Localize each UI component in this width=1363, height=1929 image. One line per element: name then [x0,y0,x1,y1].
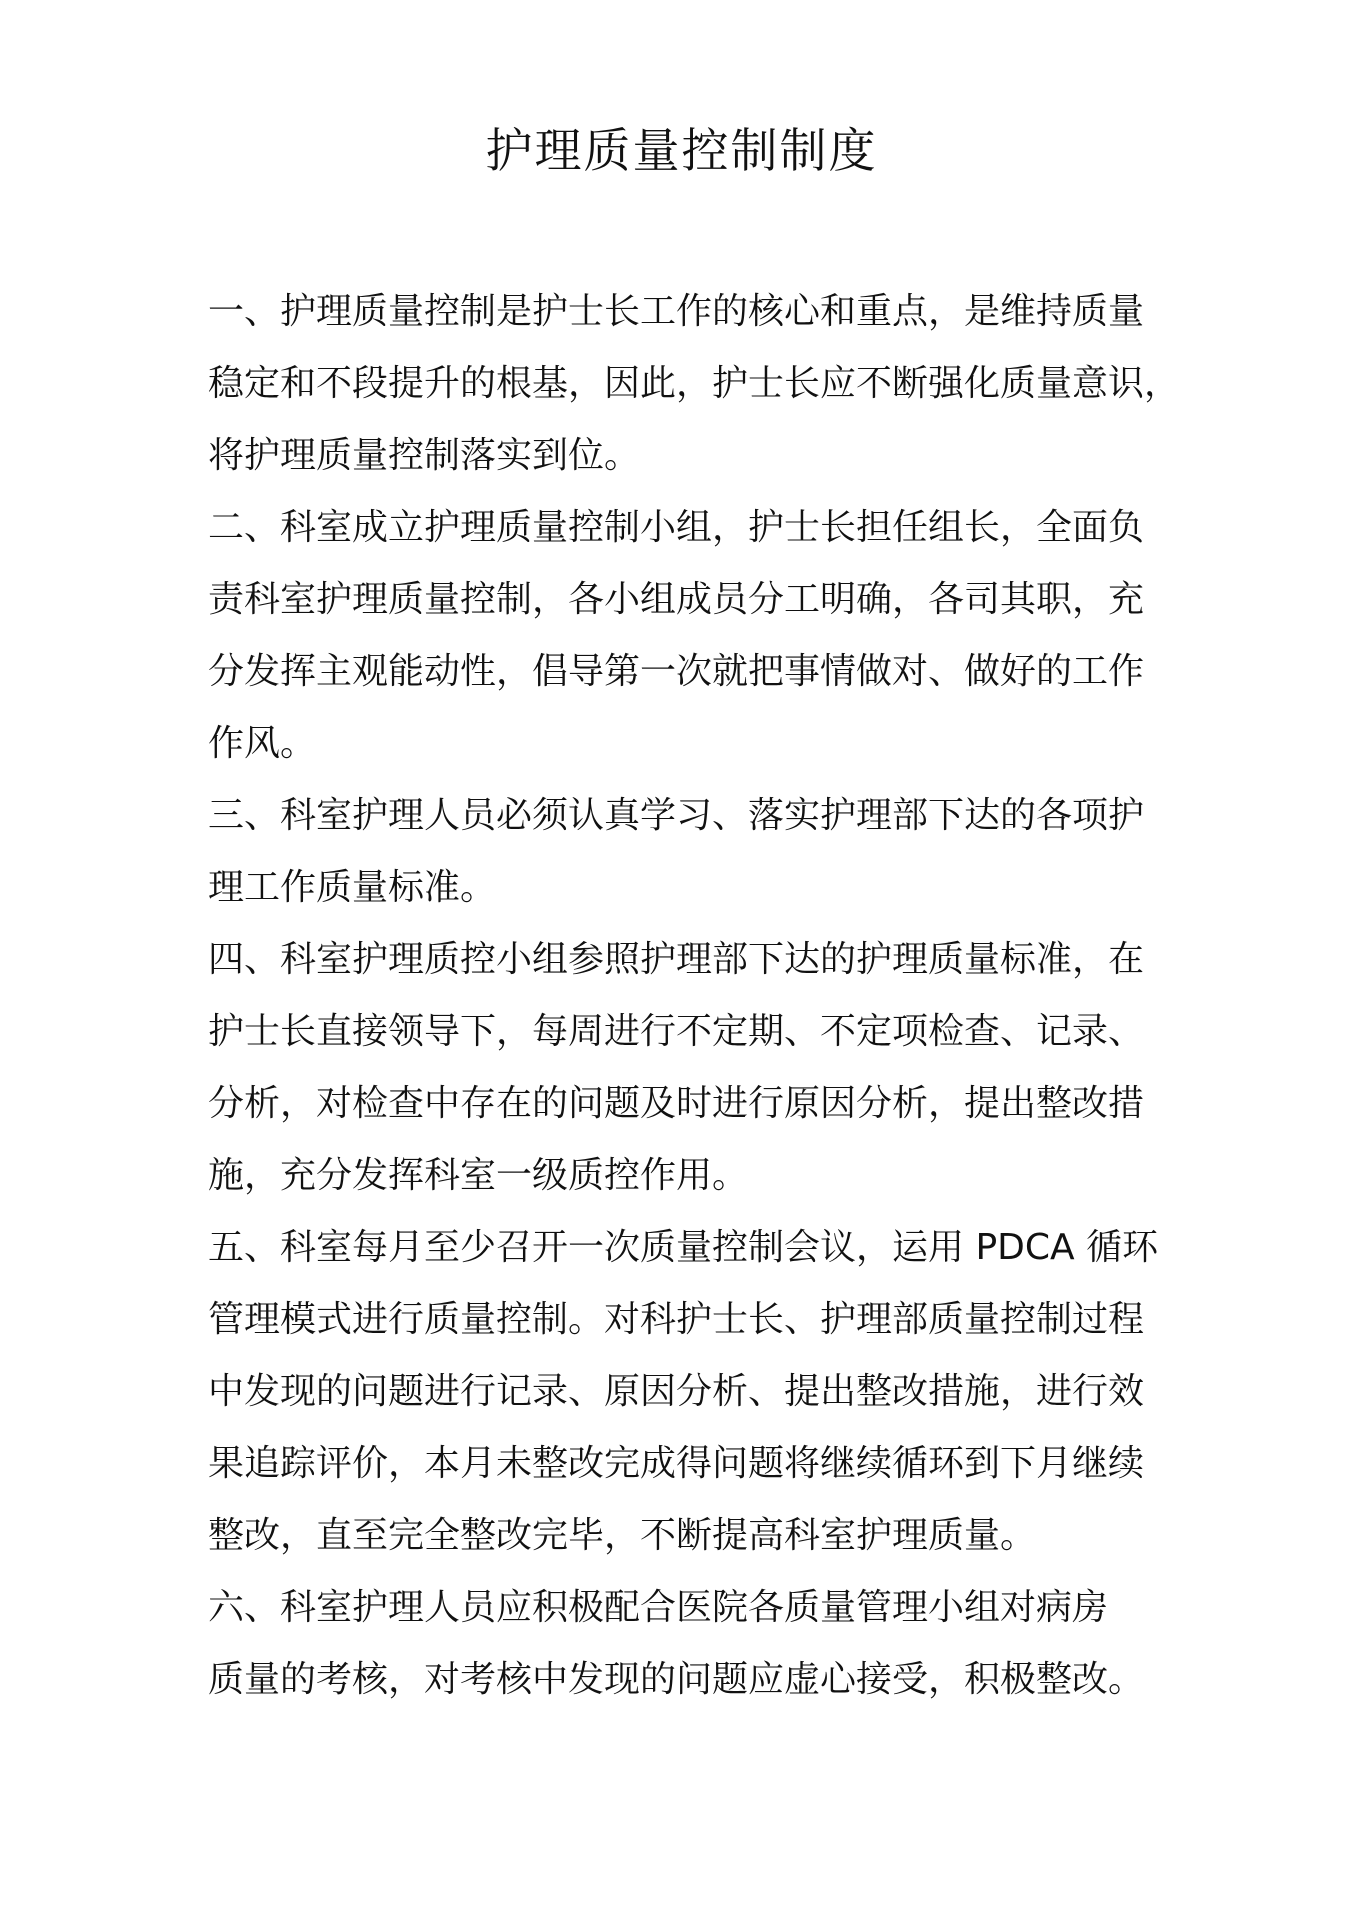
paragraph-line: 分析，对检查中存在的问题及时进行原因分析，提出整改措 [208,1083,1145,1124]
paragraph-line: 管理模式进行质量控制。对科护士长、护理部质量控制过程 [208,1299,1145,1340]
paragraph-1 [208,276,1208,492]
paragraph-4 [208,924,1208,1212]
paragraph-line: 将护理质量控制落实到位。 [208,435,641,476]
paragraph-line: 稳定和不段提升的根基，因此，护士长应不断强化质量意识， [208,363,1181,404]
document-body [208,276,1208,1716]
paragraph-3 [208,780,1208,924]
paragraph-line: 一、护理质量控制是护士长工作的核心和重点，是维持质量 [208,291,1145,332]
paragraph-line: 六、科室护理人员应积极配合医院各质量管理小组对病房 [208,1587,1109,1628]
paragraph-line: 四、科室护理质控小组参照护理部下达的护理质量标准，在 [208,939,1145,980]
paragraph-line: 二、科室成立护理质量控制小组，护士长担任组长，全面负 [208,507,1145,548]
paragraph-line: 中发现的问题进行记录、原因分析、提出整改措施，进行效 [208,1371,1145,1412]
paragraph-line: 整改，直至完全整改完毕，不断提高科室护理质量。 [208,1515,1037,1556]
paragraph-line: 作风。 [208,723,317,764]
paragraph-line: 分发挥主观能动性，倡导第一次就把事情做对、做好的工作 [208,651,1145,692]
paragraph-line: 质量的考核，对考核中发现的问题应虚心接受，积极整改。 [208,1659,1145,1700]
paragraph-line: 责科室护理质量控制，各小组成员分工明确，各司其职，充 [208,579,1145,620]
page-title: 护理质量控制制度 [485,124,878,179]
paragraph-line: 五、科室每月至少召开一次质量控制会议，运用 PDCA 循环 [208,1227,1159,1268]
paragraph-line: 果追踪评价，本月未整改完成得问题将继续循环到下月继续 [208,1443,1145,1484]
paragraph-line: 理工作质量标准。 [208,867,497,908]
paragraph-line: 三、科室护理人员必须认真学习、落实护理部下达的各项护 [208,795,1145,836]
paragraph-line: 施，充分发挥科室一级质控作用。 [208,1155,749,1196]
paragraph-6 [208,1572,1208,1716]
paragraph-5 [208,1212,1208,1572]
paragraph-line: 护士长直接领导下，每周进行不定期、不定项检查、记录、 [208,1011,1145,1052]
paragraph-2 [208,492,1208,780]
